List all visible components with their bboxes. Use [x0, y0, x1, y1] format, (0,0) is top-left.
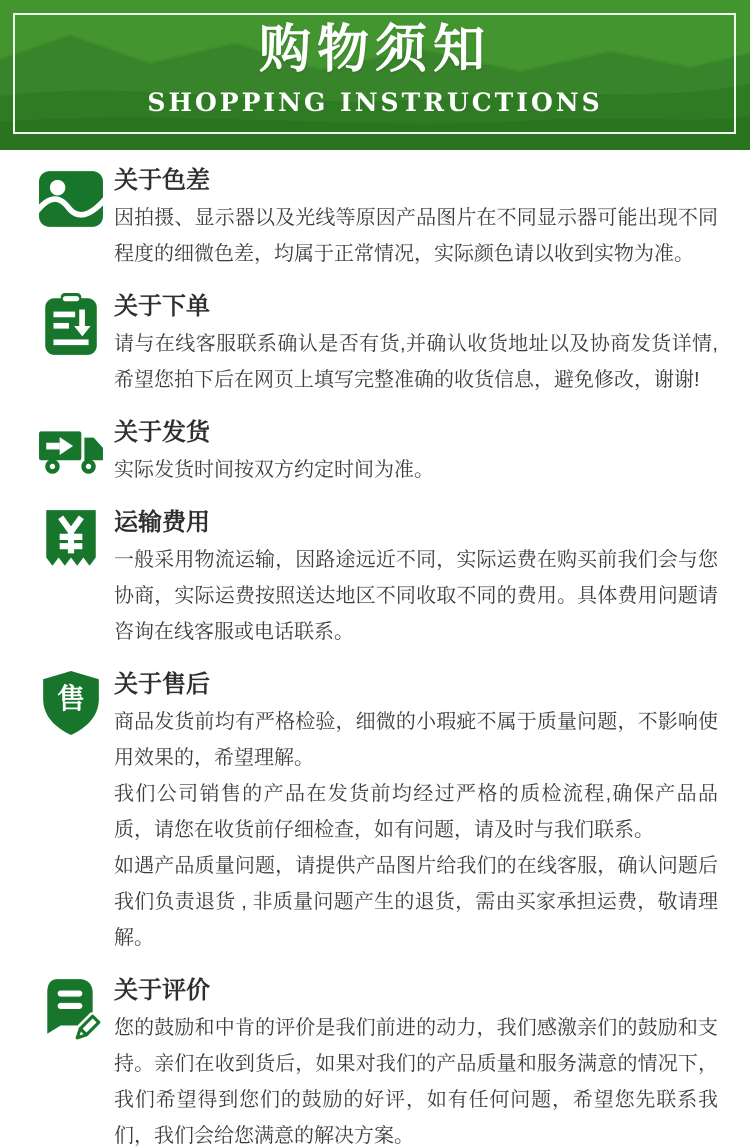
section-title: 关于评价 — [114, 977, 210, 1004]
section-text — [114, 704, 718, 956]
section-title: 关于售后 — [114, 671, 210, 698]
section-shipping-fee — [38, 508, 718, 650]
section-text — [114, 542, 718, 650]
paragraph: 一般采用物流运输，因路途远近不同，实际运费在购买前我们会与您协商，实际运费按照送达地区不同收取不同的费用。具体费用问题请咨询在线客服或电话联系。 — [114, 549, 718, 643]
section-text — [114, 326, 718, 398]
note-pencil-icon — [38, 976, 104, 1042]
paragraph: 商品发货前均有严格检验，细微的小瑕疵不属于质量问题，不影响使用效果的，希望理解。 — [114, 711, 718, 769]
paragraph: 请与在线客服联系确认是否有货,并确认收货地址以及协商发货详情,希望您拍下后在网页上填写完整准确的收货信息，避免修改，谢谢! — [114, 333, 718, 391]
paragraph: 您的鼓励和中肯的评价是我们前进的动力，我们感激亲们的鼓励和支持。亲们在收到货后，如果对我们的产品质量和服务满意的情况下，我们希望得到您们的鼓励的好评，如有任何问题，希望您先联系我们，我们会给您满意的解决方案。 — [114, 1017, 718, 1147]
section-shipping — [38, 418, 718, 488]
page-subtitle: SHOPPING INSTRUCTIONS — [147, 88, 603, 117]
paragraph: 我们公司销售的产品在发货前均经过严格的质检流程,确保产品品质，请您在收货前仔细检查，如有问题，请及时与我们联系。 — [114, 783, 718, 841]
paragraph: 因拍摄、显示器以及光线等原因产品图片在不同显示器可能出现不同程度的细微色差，均属于正常情况，实际颜色请以收到实物为准。 — [114, 207, 718, 265]
section-title: 关于下单 — [114, 293, 210, 320]
section-title: 运输费用 — [114, 509, 210, 536]
section-text — [114, 452, 718, 488]
yuan-receipt-icon — [38, 508, 104, 574]
section-text — [114, 1010, 718, 1147]
paragraph: 实际发货时间按双方约定时间为准。 — [114, 459, 434, 481]
section-color-difference — [38, 166, 718, 272]
instructions-list — [0, 150, 750, 1147]
truck-icon — [38, 418, 104, 484]
section-reviews — [38, 976, 718, 1147]
paragraph: 如遇产品质量问题，请提供产品图片给我们的在线客服，确认问题后我们负责退货 , 非质量问题产生的退货，需由买家承担运费，敬请理解。 — [114, 855, 718, 949]
section-after-sales — [38, 670, 718, 956]
section-title: 关于色差 — [114, 167, 210, 194]
photo-icon — [38, 166, 104, 232]
page-title: 购物须知 — [258, 19, 491, 80]
section-title: 关于发货 — [114, 419, 210, 446]
section-text — [114, 200, 718, 272]
clipboard-arrow-icon — [38, 292, 104, 358]
shield-glyph: 售 — [57, 683, 85, 715]
shield-sale-icon — [38, 670, 104, 736]
header-banner — [0, 0, 750, 150]
section-ordering — [38, 292, 718, 398]
